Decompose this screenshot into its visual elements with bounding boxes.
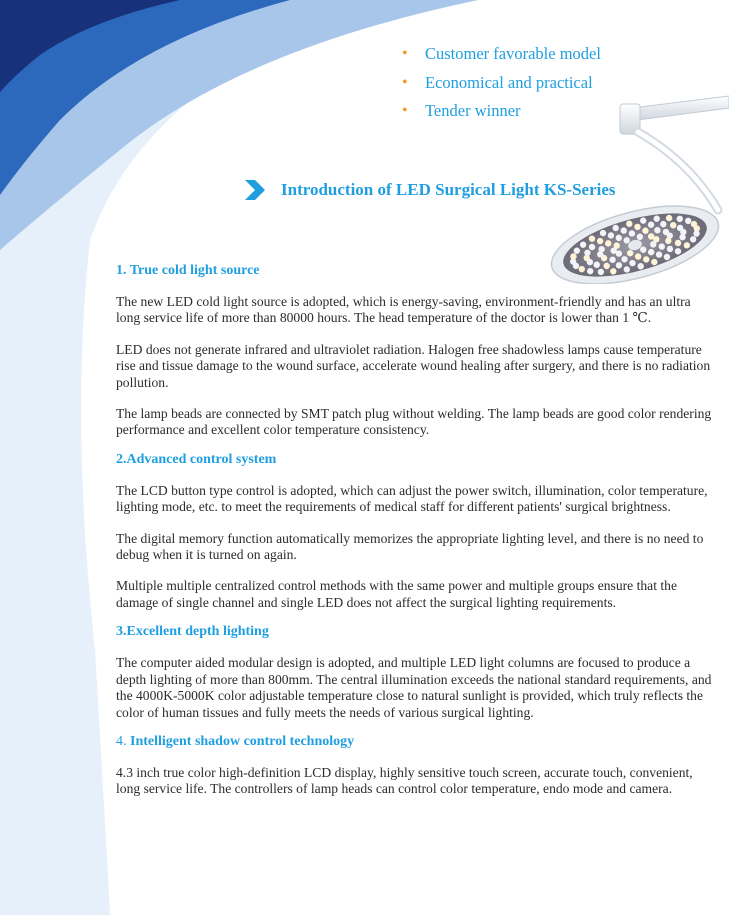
feature-item	[402, 40, 601, 69]
bullet-dot: •	[402, 45, 408, 62]
feature-text: Customer favorable model	[425, 44, 601, 63]
paragraph: The LCD button type control is adopted, which can adjust the power switch, illumination, color temperature, lighting mode, etc. to meet the requirements of medical staff for different patients' surgical brightness.	[116, 482, 708, 515]
section-heading: 1. True cold light source	[116, 263, 260, 278]
feature-text: Economical and practical	[425, 72, 593, 92]
paragraph: The new LED cold light source is adopted, which is energy-saving, environment-friendly and has an ultra long service life of more than 80000 hours. The head temperature of the doctor is lower than 1 ℃.	[116, 294, 691, 326]
chevron-right-icon	[243, 180, 265, 200]
section-heading: 2.Advanced control system	[116, 451, 277, 467]
paragraph: The computer aided modular design is adopted, and multiple LED light columns are focused to produce a depth lighting of more than 800mm. The central illumination exceeds the national standard requirements, and the 4000K-5000K color adjustable temperature close to natural sunlight is provided, which truly reflects the color of human tissues and fully meets the needs of various surgical lighting.	[116, 655, 712, 720]
paragraph: LED does not generate infrared and ultraviolet radiation. Halogen free shadowless lamps cause temperature rise and tissue damage to the wound surface, accelerate wound healing after surgery, and there is no radiation pollution.	[116, 341, 711, 390]
section-heading: 3.Excellent depth lighting	[116, 624, 269, 640]
content-body	[116, 262, 712, 813]
section-number: 4.	[116, 733, 130, 749]
paragraph: The digital memory function automatically memorizes the appropriate lighting level, and there is no need to debug when it is turned on again.	[116, 530, 704, 563]
paragraph: Multiple multiple centralized control methods with the same power and multiple groups ensure that the damage of single channel and single LED does not affect the surgical lighting requirements.	[116, 578, 677, 610]
paragraph: 4.3 inch true color high-definition LCD display, highly sensitive touch screen, accurate touch, convenient, long service life. The controllers of lamp heads can control color temperature, endo mode and camera.	[116, 764, 693, 797]
bullet-dot: •	[402, 102, 408, 119]
intro-title: Introduction of LED Surgical Light KS-Series	[281, 180, 616, 199]
section-heading-text: Intelligent shadow control technology	[130, 733, 355, 749]
bullet-dot: •	[402, 73, 408, 91]
paragraph: The lamp beads are connected by SMT patch plug without welding. The lamp beads are good color rendering performance and excellent color temperature consistency.	[116, 406, 712, 438]
intro-heading	[243, 180, 616, 200]
feature-text: Tender winner	[425, 101, 521, 120]
section-heading	[116, 733, 712, 751]
